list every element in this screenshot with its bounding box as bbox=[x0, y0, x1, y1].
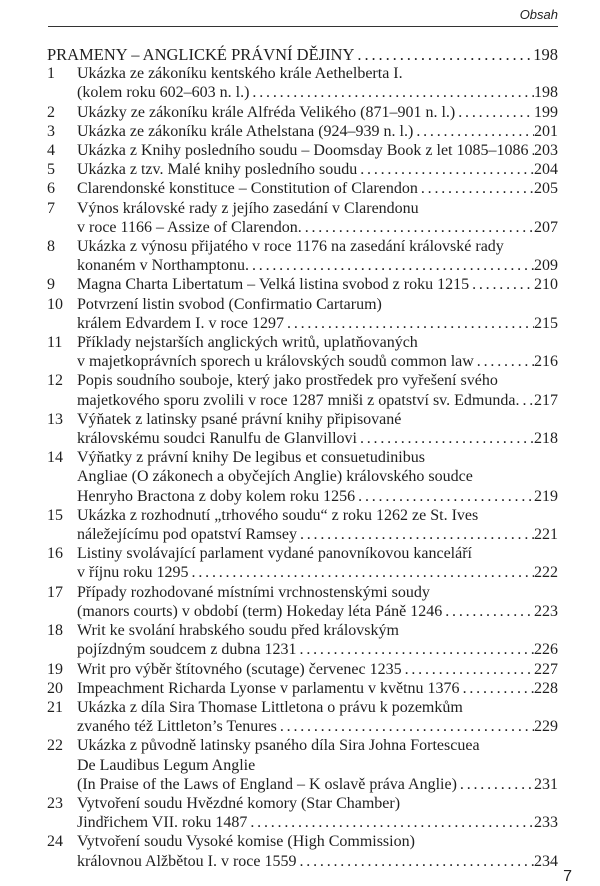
entry-line bbox=[77, 506, 558, 525]
entry-body bbox=[77, 295, 558, 333]
entry-line bbox=[77, 256, 558, 275]
entry-text: v říjnu roku 1295 bbox=[77, 564, 189, 582]
entry-number: 14 bbox=[47, 449, 63, 467]
entry-line bbox=[77, 736, 558, 755]
entry-text: Případy rozhodované místními vrchnostenskými soudy bbox=[77, 583, 430, 601]
entry-page: 203 bbox=[534, 142, 558, 160]
toc-entry bbox=[47, 275, 558, 294]
entry-number: 4 bbox=[47, 142, 55, 160]
entry-line bbox=[77, 199, 558, 218]
entry-line bbox=[77, 640, 558, 659]
entry-number: 11 bbox=[47, 334, 63, 352]
entry-page: 201 bbox=[534, 122, 558, 140]
entry-text: králem Edvardem I. v roce 1297 bbox=[77, 314, 285, 332]
entry-body bbox=[77, 660, 558, 679]
entry-number: 9 bbox=[47, 276, 55, 294]
entry-text: Výnos královské rady z jejího zasedání v Clarendonu bbox=[77, 199, 419, 217]
entry-text: (kolem roku 602–603 n. l.) bbox=[77, 84, 250, 102]
entry-number: 7 bbox=[47, 199, 55, 217]
entry-page: 218 bbox=[534, 430, 558, 448]
entry-body bbox=[77, 371, 558, 409]
entry-text: v majetkoprávních sporech u královských soudů common law bbox=[77, 353, 474, 371]
toc-entry bbox=[47, 410, 558, 448]
entry-line bbox=[77, 775, 558, 794]
entry-text: Clarendonské konstituce – Constitution of Clarendon bbox=[77, 180, 418, 198]
toc-entry bbox=[47, 679, 558, 698]
entry-line bbox=[77, 621, 558, 640]
entry-line bbox=[77, 602, 558, 621]
entry-text: konaném v Northamptonu. bbox=[77, 257, 249, 275]
entry-line bbox=[77, 448, 558, 467]
entry-text: majetkového sporu zvolili v roce 1287 mniši z opatství sv. Edmunda. bbox=[77, 391, 520, 409]
toc-entry bbox=[47, 179, 558, 198]
entry-page: 221 bbox=[534, 526, 558, 544]
entry-page: 215 bbox=[534, 314, 558, 332]
dot-leader bbox=[474, 352, 534, 371]
entry-body bbox=[77, 410, 558, 448]
entry-line bbox=[77, 832, 558, 851]
entry-page: 219 bbox=[534, 487, 558, 505]
entry-text: Výňatek z latinsky psané právní knihy připisované bbox=[77, 410, 402, 428]
toc-entry bbox=[47, 122, 558, 141]
toc-entry bbox=[47, 448, 558, 506]
dot-leader bbox=[277, 717, 534, 736]
toc-entry bbox=[47, 295, 558, 333]
entry-page: 209 bbox=[534, 257, 558, 275]
entry-page: 229 bbox=[534, 718, 558, 736]
entry-line bbox=[77, 467, 558, 486]
section-title: PRAMENY – ANGLICKÉ PRÁVNÍ DĚJINY bbox=[47, 45, 355, 64]
entry-text: Ukázka z tzv. Malé knihy posledního soudu bbox=[77, 161, 358, 179]
entry-page: 226 bbox=[534, 641, 558, 659]
entry-number: 23 bbox=[47, 794, 63, 812]
entry-body bbox=[77, 698, 558, 736]
entry-line bbox=[77, 83, 558, 102]
dot-leader bbox=[357, 160, 534, 179]
entry-body bbox=[77, 333, 558, 371]
entry-text: v roce 1166 – Assize of Clarendon. bbox=[77, 218, 302, 236]
toc-entry bbox=[47, 103, 558, 122]
entry-number: 21 bbox=[47, 698, 63, 716]
entry-text: Henryho Bractona z doby kolem roku 1256 bbox=[77, 487, 356, 505]
entry-line bbox=[77, 218, 558, 237]
entry-number: 18 bbox=[47, 622, 63, 640]
entry-text: Writ ke svolání hrabského soudu před královským bbox=[77, 622, 399, 640]
entry-text: pojízdným soudcem z dubna 1231 bbox=[77, 641, 297, 659]
running-header-title: Obsah bbox=[519, 7, 558, 22]
toc-entry bbox=[47, 698, 558, 736]
dot-leader bbox=[297, 852, 535, 871]
toc-entry bbox=[47, 141, 558, 160]
entry-line bbox=[77, 314, 558, 333]
entry-number: 19 bbox=[47, 660, 63, 678]
toc-entry bbox=[47, 333, 558, 371]
dot-leader bbox=[297, 640, 534, 659]
entry-line bbox=[77, 391, 558, 410]
entry-number: 3 bbox=[47, 122, 55, 140]
entry-page: 227 bbox=[534, 660, 558, 678]
toc-entry bbox=[47, 583, 558, 621]
dot-leader bbox=[519, 391, 534, 410]
entry-body bbox=[77, 544, 558, 582]
dot-leader bbox=[402, 660, 534, 679]
dot-leader bbox=[354, 45, 533, 64]
entry-body bbox=[77, 679, 558, 698]
entry-line bbox=[77, 103, 558, 122]
entry-page: 228 bbox=[534, 679, 558, 697]
entry-line bbox=[77, 813, 558, 832]
entry-text: Ukázka z Knihy posledního soudu – Doomsday Book z let 1085–1086 bbox=[77, 142, 529, 160]
toc-entry bbox=[47, 544, 558, 582]
entry-page: 217 bbox=[534, 391, 558, 409]
entry-text: Ukázka z díla Sira Thomase Littletona o právu k pozemkům bbox=[77, 698, 463, 716]
entry-line bbox=[77, 487, 558, 506]
entry-body bbox=[77, 448, 558, 506]
entry-body bbox=[77, 832, 558, 870]
entry-number: 8 bbox=[47, 238, 55, 256]
entry-page: 205 bbox=[534, 180, 558, 198]
entry-body bbox=[77, 160, 558, 179]
entry-number: 24 bbox=[47, 833, 63, 851]
dot-leader bbox=[249, 83, 534, 102]
toc-entries bbox=[47, 64, 558, 871]
entry-line bbox=[77, 794, 558, 813]
entry-body bbox=[77, 141, 558, 160]
entry-text: (manors courts) v období (term) Hokeday léta Páně 1246 bbox=[77, 602, 443, 620]
section-heading bbox=[47, 45, 558, 64]
entry-page: 216 bbox=[534, 353, 558, 371]
entry-body bbox=[77, 199, 558, 237]
toc-entry bbox=[47, 237, 558, 275]
entry-body bbox=[77, 122, 558, 141]
entry-number: 10 bbox=[47, 295, 63, 313]
dot-leader bbox=[442, 602, 534, 621]
entry-line bbox=[77, 352, 558, 371]
entry-line bbox=[77, 237, 558, 256]
entry-text: Jindřichem VII. roku 1487 bbox=[77, 814, 248, 832]
table-of-contents bbox=[47, 45, 558, 871]
entry-page: 210 bbox=[534, 276, 558, 294]
entry-text: Magna Charta Libertatum – Velká listina svobod z roku 1215 bbox=[77, 276, 470, 294]
entry-line bbox=[77, 179, 558, 198]
entry-number: 1 bbox=[47, 65, 55, 83]
entry-body bbox=[77, 64, 558, 102]
toc-entry bbox=[47, 199, 558, 237]
entry-text: Writ pro výběr štítovného (scutage) červenec 1235 bbox=[77, 660, 402, 678]
entry-body bbox=[77, 506, 558, 544]
dot-leader bbox=[189, 563, 534, 582]
entry-line bbox=[77, 660, 558, 679]
dot-leader bbox=[249, 256, 534, 275]
entry-text: Vytvoření soudu Hvězdné komory (Star Chamber) bbox=[77, 794, 401, 812]
dot-leader bbox=[413, 122, 534, 141]
entry-number: 22 bbox=[47, 737, 63, 755]
entry-number: 6 bbox=[47, 180, 55, 198]
entry-number: 20 bbox=[47, 679, 63, 697]
entry-number: 2 bbox=[47, 103, 55, 121]
entry-text: De Laudibus Legum Anglie bbox=[77, 756, 256, 774]
toc-entry bbox=[47, 371, 558, 409]
entry-text: Výňatky z právní knihy De legibus et consuetudinibus bbox=[77, 449, 425, 467]
toc-entry bbox=[47, 506, 558, 544]
entry-page: 198 bbox=[534, 84, 558, 102]
entry-body bbox=[77, 621, 558, 659]
toc-entry bbox=[47, 736, 558, 794]
toc-entry bbox=[47, 660, 558, 679]
entry-text: Impeachment Richarda Lyonse v parlamentu v květnu 1376 bbox=[77, 679, 460, 697]
entry-page: 231 bbox=[534, 775, 558, 793]
entry-number: 13 bbox=[47, 410, 63, 428]
entry-text: Ukázka z původně latinsky psaného díla Sira Johna Fortescuea bbox=[77, 737, 480, 755]
entry-number: 12 bbox=[47, 372, 63, 390]
toc-entry bbox=[47, 64, 558, 102]
entry-line bbox=[77, 275, 558, 294]
entry-line bbox=[77, 756, 558, 775]
entry-line bbox=[77, 333, 558, 352]
entry-page: 233 bbox=[534, 814, 558, 832]
entry-body bbox=[77, 583, 558, 621]
entry-line bbox=[77, 698, 558, 717]
entry-line bbox=[77, 410, 558, 429]
entry-line bbox=[77, 563, 558, 582]
entry-line bbox=[77, 64, 558, 83]
entry-page: 204 bbox=[534, 161, 558, 179]
entry-text: (In Praise of the Laws of England – K oslavě práva Anglie) bbox=[77, 775, 457, 793]
entry-page: 223 bbox=[534, 602, 558, 620]
dot-leader bbox=[355, 487, 534, 506]
entry-page: 222 bbox=[534, 564, 558, 582]
toc-entry bbox=[47, 621, 558, 659]
dot-leader bbox=[457, 775, 534, 794]
entry-text: Ukázka ze zákoníku krále Athelstana (924–939 n. l.) bbox=[77, 122, 414, 140]
entry-body bbox=[77, 275, 558, 294]
toc-entry bbox=[47, 160, 558, 179]
entry-text: Angliae (O zákonech a obyčejích Anglie) královského soudce bbox=[77, 468, 473, 486]
header-rule bbox=[48, 26, 558, 27]
entry-page: 207 bbox=[534, 218, 558, 236]
entry-text: Příklady nejstarších anglických writů, uplatňovaných bbox=[77, 334, 418, 352]
entry-text: královskému soudci Ranulfu de Glanvillovi bbox=[77, 430, 357, 448]
entry-number: 15 bbox=[47, 506, 63, 524]
entry-line bbox=[77, 544, 558, 563]
entry-text: Popis soudního souboje, který jako prostředek pro vyřešení svého bbox=[77, 372, 498, 390]
entry-body bbox=[77, 179, 558, 198]
dot-leader bbox=[297, 525, 534, 544]
entry-body bbox=[77, 237, 558, 275]
dot-leader bbox=[302, 218, 534, 237]
entry-line bbox=[77, 160, 558, 179]
dot-leader bbox=[357, 429, 534, 448]
entry-text: náležejícímu pod opatství Ramsey bbox=[77, 526, 297, 544]
entry-text: Vytvoření soudu Vysoké komise (High Commission) bbox=[77, 833, 415, 851]
entry-line bbox=[77, 852, 558, 871]
entry-line bbox=[77, 717, 558, 736]
entry-line bbox=[77, 429, 558, 448]
entry-text: zvaného též Littleton’s Tenures bbox=[77, 718, 277, 736]
entry-page: 199 bbox=[534, 103, 558, 121]
entry-number: 16 bbox=[47, 545, 63, 563]
entry-line bbox=[77, 679, 558, 698]
entry-line bbox=[77, 371, 558, 390]
entry-body bbox=[77, 103, 558, 122]
entry-text: Ukázka z výnosu přijatého v roce 1176 na zasedání královské rady bbox=[77, 238, 504, 256]
entry-line bbox=[77, 122, 558, 141]
entry-body bbox=[77, 736, 558, 794]
toc-entry bbox=[47, 794, 558, 832]
dot-leader bbox=[455, 103, 534, 122]
entry-number: 17 bbox=[47, 583, 63, 601]
dot-leader bbox=[284, 314, 534, 333]
entry-text: Ukázka ze zákoníku kentského krále Aethelberta I. bbox=[77, 65, 403, 83]
entry-body bbox=[77, 794, 558, 832]
entry-line bbox=[77, 583, 558, 602]
dot-leader bbox=[460, 679, 534, 698]
entry-line bbox=[77, 141, 558, 160]
page-number: 7 bbox=[563, 868, 572, 885]
entry-line bbox=[77, 295, 558, 314]
entry-line bbox=[77, 525, 558, 544]
entry-text: Potvrzení listin svobod (Confirmatio Cartarum) bbox=[77, 295, 382, 313]
entry-text: Listiny svolávající parlament vydané panovníkovou kanceláří bbox=[77, 545, 472, 563]
section-page: 198 bbox=[533, 45, 558, 64]
dot-leader bbox=[469, 275, 534, 294]
dot-leader bbox=[418, 179, 534, 198]
entry-text: Ukázky ze zákoníku krále Alfréda Velikého (871–901 n. l.) bbox=[77, 103, 456, 121]
dot-leader bbox=[247, 813, 534, 832]
entry-number: 5 bbox=[47, 161, 55, 179]
entry-text: královnou Alžbětou I. v roce 1559 bbox=[77, 852, 297, 870]
toc-entry bbox=[47, 832, 558, 870]
entry-page: 234 bbox=[534, 852, 558, 870]
entry-text: Ukázka z rozhodnutí „trhového soudu“ z roku 1262 ze St. Ives bbox=[77, 506, 479, 524]
